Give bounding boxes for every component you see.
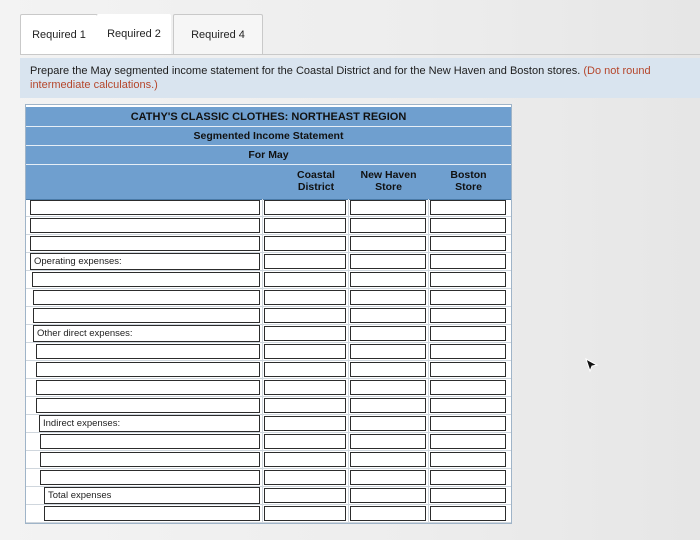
description-input[interactable]: [36, 398, 260, 413]
boston-amount-input[interactable]: [430, 488, 506, 503]
new-haven-amount-input[interactable]: [350, 344, 426, 359]
column-header-row: [26, 165, 511, 200]
tab-required-4[interactable]: Required 4: [173, 14, 263, 55]
table-row: [26, 289, 511, 307]
boston-amount-input[interactable]: [430, 434, 506, 449]
coastal-amount-input[interactable]: [264, 362, 346, 377]
coastal-amount-input[interactable]: [264, 308, 346, 323]
new-haven-amount-input[interactable]: [350, 452, 426, 467]
new-haven-amount-input[interactable]: [350, 398, 426, 413]
new-haven-amount-input[interactable]: [350, 236, 426, 251]
description-input[interactable]: [40, 470, 260, 485]
boston-amount-input[interactable]: [430, 290, 506, 305]
boston-amount-input[interactable]: [430, 452, 506, 467]
coastal-amount-input[interactable]: [264, 398, 346, 413]
column-coastal-district: Coastal District: [297, 169, 335, 193]
column-boston-store: Boston Store: [450, 169, 487, 193]
new-haven-amount-input[interactable]: [350, 308, 426, 323]
description-input[interactable]: [36, 380, 260, 395]
coastal-amount-input[interactable]: [264, 254, 346, 269]
tab-required-2[interactable]: Required 2: [97, 14, 171, 54]
coastal-amount-input[interactable]: [264, 326, 346, 341]
description-input[interactable]: [30, 200, 260, 215]
boston-amount-input[interactable]: [430, 398, 506, 413]
new-haven-amount-input[interactable]: [350, 272, 426, 287]
table-row: [26, 235, 511, 253]
coastal-amount-input[interactable]: [264, 416, 346, 431]
section-row: [26, 487, 511, 505]
coastal-amount-input[interactable]: [264, 434, 346, 449]
new-haven-amount-input[interactable]: [350, 488, 426, 503]
statement-title: Segmented Income Statement: [26, 127, 511, 146]
coastal-amount-input[interactable]: [264, 506, 346, 521]
table-row: [26, 397, 511, 415]
description-input[interactable]: [33, 308, 260, 323]
tab-required-1[interactable]: Required 1: [20, 14, 98, 55]
table-row: [26, 307, 511, 325]
instruction-banner: [20, 58, 700, 98]
description-input[interactable]: [36, 362, 260, 377]
boston-amount-input[interactable]: [430, 326, 506, 341]
boston-amount-input[interactable]: [430, 344, 506, 359]
new-haven-amount-input[interactable]: [350, 200, 426, 215]
column-new-haven-store: New Haven Store: [360, 169, 417, 193]
table-row: [26, 505, 511, 523]
segmented-income-statement: [25, 104, 512, 524]
coastal-amount-input[interactable]: [264, 272, 346, 287]
boston-amount-input[interactable]: [430, 236, 506, 251]
section-row: [26, 415, 511, 433]
section-row: [26, 325, 511, 343]
label-operating-expenses: Operating expenses:: [30, 253, 260, 270]
table-row: [26, 433, 511, 451]
table-row: [26, 469, 511, 487]
table-row: [26, 451, 511, 469]
new-haven-amount-input[interactable]: [350, 506, 426, 521]
description-input[interactable]: [36, 344, 260, 359]
new-haven-amount-input[interactable]: [350, 416, 426, 431]
coastal-amount-input[interactable]: [264, 488, 346, 503]
new-haven-amount-input[interactable]: [350, 218, 426, 233]
table-row: [26, 379, 511, 397]
new-haven-amount-input[interactable]: [350, 254, 426, 269]
label-other-direct-expenses: Other direct expenses:: [33, 325, 260, 342]
section-row: [26, 253, 511, 271]
instruction-text: Prepare the May segmented income statement for the Coastal District and for the New Haven and Boston stores.: [30, 65, 581, 77]
new-haven-amount-input[interactable]: [350, 290, 426, 305]
coastal-amount-input[interactable]: [264, 200, 346, 215]
description-input[interactable]: [40, 434, 260, 449]
new-haven-amount-input[interactable]: [350, 326, 426, 341]
description-input[interactable]: [32, 272, 260, 287]
description-input[interactable]: [30, 218, 260, 233]
boston-amount-input[interactable]: [430, 200, 506, 215]
description-input[interactable]: [44, 506, 260, 521]
instruction-note: (Do not round intermediate calculations.): [30, 65, 651, 91]
boston-amount-input[interactable]: [430, 218, 506, 233]
table-row: [26, 343, 511, 361]
label-total-expenses: Total expenses: [44, 487, 260, 504]
description-input[interactable]: [30, 236, 260, 251]
coastal-amount-input[interactable]: [264, 380, 346, 395]
description-input[interactable]: [40, 452, 260, 467]
boston-amount-input[interactable]: [430, 380, 506, 395]
boston-amount-input[interactable]: [430, 470, 506, 485]
new-haven-amount-input[interactable]: [350, 380, 426, 395]
description-input[interactable]: [33, 290, 260, 305]
boston-amount-input[interactable]: [430, 272, 506, 287]
mouse-pointer-icon: [585, 358, 599, 374]
coastal-amount-input[interactable]: [264, 470, 346, 485]
coastal-amount-input[interactable]: [264, 218, 346, 233]
coastal-amount-input[interactable]: [264, 344, 346, 359]
tab-divider: [20, 54, 700, 55]
company-name: CATHY'S CLASSIC CLOTHES: NORTHEAST REGION: [26, 107, 511, 127]
coastal-amount-input[interactable]: [264, 236, 346, 251]
table-row: [26, 361, 511, 379]
coastal-amount-input[interactable]: [264, 452, 346, 467]
table-row: [26, 271, 511, 289]
boston-amount-input[interactable]: [430, 416, 506, 431]
coastal-amount-input[interactable]: [264, 290, 346, 305]
table-row: [26, 199, 511, 217]
new-haven-amount-input[interactable]: [350, 362, 426, 377]
boston-amount-input[interactable]: [430, 308, 506, 323]
label-indirect-expenses: Indirect expenses:: [39, 415, 260, 432]
boston-amount-input[interactable]: [430, 362, 506, 377]
boston-amount-input[interactable]: [430, 506, 506, 521]
new-haven-amount-input[interactable]: [350, 470, 426, 485]
statement-period: For May: [26, 146, 511, 165]
new-haven-amount-input[interactable]: [350, 434, 426, 449]
boston-amount-input[interactable]: [430, 254, 506, 269]
table-row: [26, 217, 511, 235]
